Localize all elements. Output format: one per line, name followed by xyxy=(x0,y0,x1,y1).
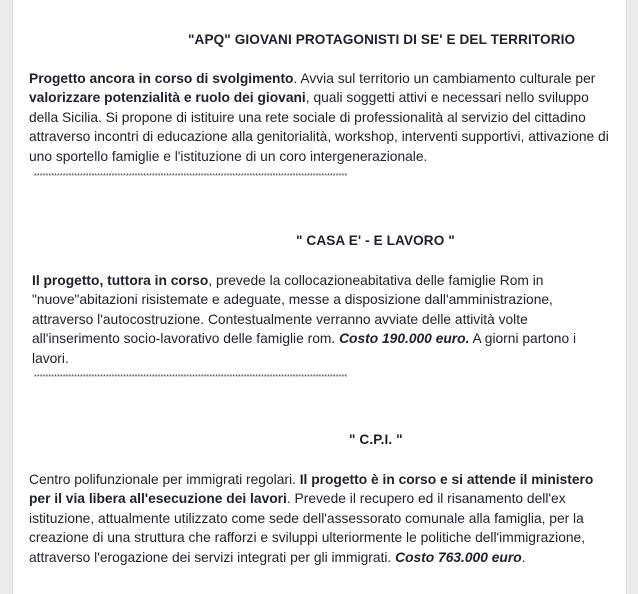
cost-text: Costo 763.000 euro xyxy=(395,549,522,565)
status-bold-text: Il progetto, tuttora in corso xyxy=(32,273,209,288)
section-paragraph-cpi xyxy=(29,470,611,567)
paragraph-text: Centro polifunzionale per immigrati regolari. xyxy=(29,472,300,487)
highlight-bold-text: valorizzare potenzialità e ruolo dei giovani xyxy=(29,90,306,106)
paragraph-text: , quali soggetti attivi e necessari nello sviluppo della Sicilia. Si propone di istituire una rete sociale di professionalità al servizio del cittadino attraverso incontri di educazione alla genitorialità, workshop, interventi supportivi, attivazione di uno sportello famiglie e l'istituzione di un coro intergenerazionale. xyxy=(29,90,609,164)
paragraph-text: . xyxy=(521,549,526,565)
section-title-apq: "APQ" GIOVANI PROTAGONISTI DI SE' E DEL TERRITORIO xyxy=(188,32,576,47)
separator-line: ************************************************************************************************************* xyxy=(34,374,348,381)
section-title-casa: " CASA E' - E LAVORO " xyxy=(296,233,455,248)
status-bold-text: Il progetto è in corso e si attende il ministero per il via libera all'esecuzione dei lavori xyxy=(29,472,594,507)
separator-line: ************************************************************************************************************* xyxy=(34,173,348,180)
paragraph-text: . Avvia sul territorio un cambiamento culturale per xyxy=(293,71,596,86)
section-title-cpi: " C.P.I. " xyxy=(349,432,403,447)
section-paragraph-casa xyxy=(32,271,614,368)
cost-text: Costo 190.000 euro. xyxy=(339,331,470,347)
paragraph-text: A giorni partono i lavori. xyxy=(32,331,577,366)
section-paragraph-apq xyxy=(29,69,611,166)
paragraph-text: , prevede la collocazioneabitativa delle famiglie Rom in "nuove"abitazioni risistemate e adeguate, messe a disposizione dall'amministrazione, attraverso l'autocostruzione. Contestualmente verranno avviate delle attività volte all'inserimento socio-lavorativo delle famiglie rom. xyxy=(32,273,553,347)
paragraph-text: . Prevede il recupero ed il risanamento dell'ex istituzione, attualmente utilizzato come sede dell'assessorato comunale alla famiglia, per la creazione di una struttura che rafforzi e sviluppi ulteriormente le politiche dell'immigrazione, attraverso l'erogazione dei servizi integrati per gli immigrati. xyxy=(29,491,586,565)
status-bold-text: Progetto ancora in corso di svolgimento xyxy=(29,71,294,86)
post-panel xyxy=(12,0,627,594)
